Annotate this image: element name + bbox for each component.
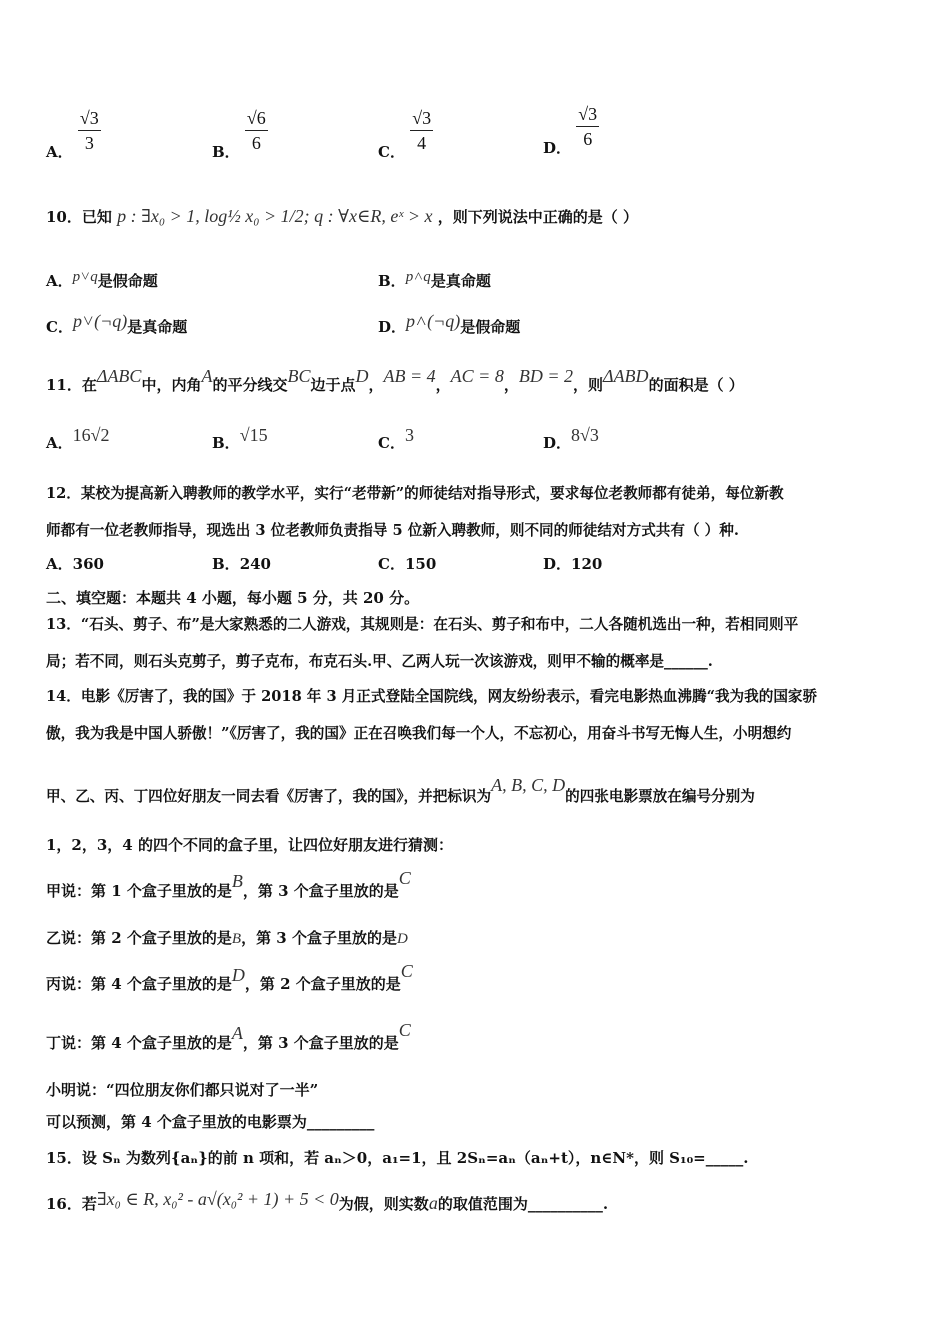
fraction: [245, 108, 268, 154]
guess-ding: [46, 1020, 411, 1053]
comma: ，: [503, 376, 519, 394]
comma: ，: [435, 376, 451, 394]
denominator: 3: [84, 133, 94, 153]
option-label: D．: [543, 139, 572, 157]
option-label: C．: [378, 434, 405, 452]
q14-line-3: [46, 775, 755, 806]
text: 的平分线交: [212, 376, 288, 394]
text: 中，内角: [141, 376, 202, 394]
option-label: D．: [543, 555, 572, 573]
option-label: B．: [378, 272, 406, 290]
guess-bing: [46, 961, 413, 994]
option-expr: p˄q: [405, 269, 431, 285]
option-value: 360: [72, 555, 104, 573]
option-expr: p˅(¬q): [72, 311, 128, 331]
q11-option-a: [46, 425, 110, 453]
option-label: D．: [378, 318, 407, 336]
option-value: 150: [404, 555, 437, 573]
side-bc: BC: [287, 366, 311, 386]
q9-option-b: [212, 108, 268, 161]
section-heading-fill-blank: 二、填空题：本题共 4 小题，每小题 5 分，共 20 分。: [46, 589, 420, 607]
option-label: A．: [46, 143, 73, 161]
option-value: 120: [571, 555, 603, 573]
text: 乙说：第 2 个盒子里放的是: [46, 929, 232, 947]
q10-option-b: [378, 270, 491, 291]
ticket: C: [398, 1020, 411, 1040]
option-label: B．: [212, 143, 240, 161]
q11-option-c: [378, 425, 414, 453]
q12-line-1: 12．某校为提高新入聘教师的教学水平，实行“老带新”的师徒结对指导形式，要求每位老教师都有徒弟，每位新教: [46, 485, 784, 502]
ac-value: AC = 8: [450, 366, 504, 386]
text: ，第 2 个盒子里放的是: [244, 975, 401, 993]
option-value: √15: [239, 425, 268, 445]
denominator: 4: [417, 133, 427, 153]
option-value: 3: [404, 425, 414, 445]
angle-a: A: [201, 366, 213, 386]
text: 边于点: [310, 376, 356, 394]
q12-option-d: [543, 553, 602, 574]
option-text: 是假命题: [460, 318, 521, 336]
q11-stem: [46, 366, 744, 395]
numerator: √3: [78, 108, 101, 131]
option-label: C．: [378, 143, 405, 161]
fraction: [410, 108, 433, 154]
q13-line-1: 13．“石头、剪子、布”是大家熟悉的二人游戏，其规则是：在石头、剪子和布中，二人各随机选出一种，若相同则平: [46, 616, 799, 633]
q14-line-1: 14．电影《厉害了，我的国》于 2018 年 3 月正式登陆全国院线，网友纷纷表示，看完电影热血沸腾“我为我的国家骄: [46, 688, 818, 705]
ticket: D: [396, 931, 408, 947]
option-text: 是假命题: [97, 272, 158, 290]
ticket: A: [231, 1023, 243, 1043]
q10-formula: p : ∃x₀ > 1, log½ x₀ > 1/2; q : ∀x∈R, eˣ > x: [117, 206, 433, 226]
text: 甲、乙、丙、丁四位好朋友一同去看《厉害了，我的国》，并把标识为: [46, 788, 492, 805]
numerator: √3: [410, 108, 433, 131]
fraction: [78, 108, 101, 154]
variable-a: a: [428, 1193, 438, 1213]
triangle-abc: ΔABC: [96, 366, 142, 386]
text: 甲说：第 1 个盒子里放的是: [46, 882, 232, 900]
q10-option-d: [378, 311, 521, 337]
ticket: C: [400, 961, 413, 981]
numerator: √3: [576, 104, 599, 127]
text: ，第 3 个盒子里放的是: [241, 929, 397, 947]
ticket: B: [231, 931, 242, 947]
ab-value: AB = 4: [383, 366, 436, 386]
guess-jia: [46, 868, 411, 901]
text: 为假，则实数: [338, 1195, 429, 1213]
q11-option-d: [543, 425, 599, 453]
q14-prediction: 可以预测，第 4 个盒子里放的电影票为_________: [46, 1113, 375, 1131]
q12-line-2: 师都有一位老教师指导，现选出 3 位老教师负责指导 5 位新入聘教师，则不同的师徒结对方式共有（ ）种.: [46, 522, 739, 539]
option-label: A．: [46, 272, 73, 290]
ticket: B: [231, 871, 243, 891]
ticket-labels: A, B, C, D: [491, 775, 566, 795]
q11-option-b: [212, 425, 268, 453]
question-tail: 的面积是（ ）: [648, 376, 744, 394]
guess-yi: [46, 927, 408, 948]
triangle-abd: ΔABD: [603, 366, 649, 386]
text: 丁说：第 4 个盒子里放的是: [46, 1034, 232, 1052]
text: 的四张电影票放在编号分别为: [565, 788, 755, 805]
option-expr: p˄(¬q): [406, 311, 461, 331]
option-text: 是真命题: [127, 318, 188, 336]
point-d: D: [355, 366, 369, 386]
q16-stem: [46, 1189, 609, 1214]
q9-option-d: [543, 104, 599, 157]
option-label: A．: [46, 555, 73, 573]
fraction: [576, 104, 599, 150]
q12-option-a: [46, 553, 104, 574]
question-number: 16．若: [46, 1195, 97, 1213]
q15-stem: 15．设 Sₙ 为数列{aₙ}的前 n 项和，若 aₙ＞0，a₁=1，且 2Sₙ=aₙ（aₙ+t），n∈N*，则 S₁₀=_____.: [46, 1149, 749, 1167]
q9-option-a: [46, 108, 101, 161]
text: ，第 3 个盒子里放的是: [242, 1034, 399, 1052]
question-tail: 的取值范围为__________.: [437, 1195, 609, 1213]
option-label: C．: [378, 555, 405, 573]
q12-option-c: [378, 553, 436, 574]
option-label: B．: [212, 434, 240, 452]
q10-stem: [46, 206, 638, 227]
q14-line-2: 傲，我为我是中国人骄傲！”《厉害了，我的国》正在召唤我们每一个人，不忘初心，用奋斗书写无悔人生，小明想约: [46, 725, 792, 742]
question-number: 10．已知: [46, 208, 112, 226]
option-label: A．: [46, 434, 73, 452]
option-value: 8√3: [571, 425, 599, 445]
text: ，第 3 个盒子里放的是: [242, 882, 399, 900]
q13-line-2: 局；若不同，则石头克剪子，剪子克布，布克石头.甲、乙两人玩一次该游戏，则甲不输的概率是______.: [46, 653, 713, 670]
q12-option-b: [212, 553, 271, 574]
ticket: D: [231, 965, 245, 985]
comma: ，: [368, 376, 384, 394]
denominator: 6: [583, 129, 593, 149]
option-label: B．: [212, 555, 240, 573]
bd-value: BD = 2: [518, 366, 573, 386]
question-number: 11．在: [46, 376, 97, 394]
q16-formula: ∃x₀ ∈ R, x₀² - a√(x₀² + 1) + 5 < 0: [96, 1189, 339, 1209]
option-value: 16√2: [72, 425, 110, 445]
denominator: 6: [251, 133, 261, 153]
option-expr: p˅q: [72, 269, 98, 285]
ticket: C: [398, 868, 411, 888]
option-label: D．: [543, 434, 572, 452]
text: 丙说：第 4 个盒子里放的是: [46, 975, 232, 993]
q10-option-a: [46, 270, 158, 291]
q14-line-4: 1，2，3，4 的四个不同的盒子里，让四位好朋友进行猜测：: [46, 836, 453, 854]
text: ，则: [572, 376, 603, 394]
question-tail: ，则下列说法中正确的是（ ）: [437, 208, 638, 226]
option-text: 是真命题: [430, 272, 491, 290]
xiaoming-says: 小明说：“四位朋友你们都只说对了一半”: [46, 1081, 319, 1099]
option-value: 240: [239, 555, 271, 573]
q9-option-c: [378, 108, 433, 161]
q10-option-c: [46, 311, 188, 337]
numerator: √6: [245, 108, 268, 131]
option-label: C．: [46, 318, 73, 336]
